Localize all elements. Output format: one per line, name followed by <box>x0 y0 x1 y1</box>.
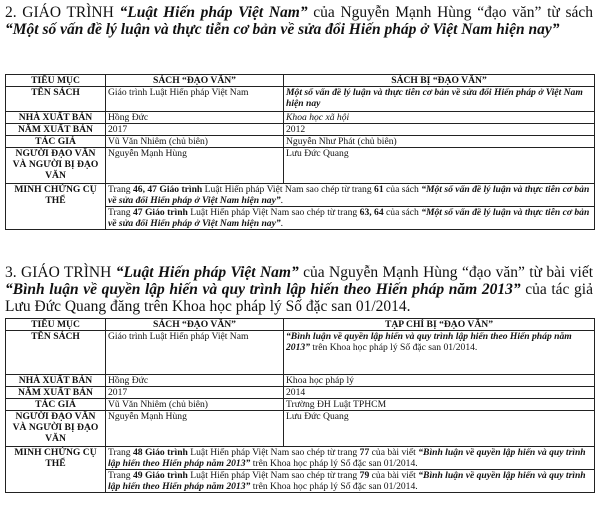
cell-plagiarizing: Vũ Văn Nhiêm (chủ biên) <box>106 399 284 411</box>
evidence-text: của sách <box>383 184 422 195</box>
row-label: TÁC GIẢ <box>6 399 106 411</box>
title-text: của Nguyễn Mạnh Hùng “đạo văn” từ bài viết <box>298 264 594 281</box>
section-3-title <box>5 264 593 315</box>
cell-plagiarized: 2012 <box>284 124 595 136</box>
cell-plagiarizing: Nguyễn Mạnh Hùng <box>106 148 284 184</box>
evidence-cell <box>106 207 595 230</box>
evidence-source-title: “Một số vấn đề lý luận và thực tiễn cơ bản về sửa đổi Hiến pháp ở Việt Nam hiện nay” <box>108 207 590 229</box>
table-header-row <box>6 75 595 87</box>
evidence-row <box>6 447 595 470</box>
title-text: của tác giả Lưu Đức Quang đăng trên Khoa học pháp lý Số đặc san 01/2014. <box>5 281 593 315</box>
table-row <box>6 411 595 447</box>
evidence-text: Trang <box>108 470 133 481</box>
evidence-source-title: “Bình luận về quyền lập hiến và quy trình lập hiến theo Hiến pháp năm 2013” <box>108 447 586 469</box>
title-book-name: “Luật Hiến pháp Việt Nam” <box>119 4 308 21</box>
cell-plagiarized: Lưu Đức Quang <box>284 148 595 184</box>
table-row <box>6 112 595 124</box>
evidence-source-title: “Một số vấn đề lý luận và thực tiễn cơ bản về sửa đổi Hiến pháp ở Việt Nam hiện nay” <box>108 184 590 206</box>
article-title: “Bình luận về quyền lập hiến và quy trình lập hiến theo Hiến pháp năm 2013” <box>286 331 572 353</box>
cell-plagiarized: Khoa học pháp lý <box>284 375 595 387</box>
header-cell: TIÊU MỤC <box>6 319 106 331</box>
row-label: NGƯỜI ĐẠO VĂN VÀ NGƯỜI BỊ ĐẠO VĂN <box>6 148 106 184</box>
row-label: MINH CHỨNG CỤ THỂ <box>6 184 106 230</box>
cell-plagiarized <box>284 331 595 375</box>
evidence-text: . <box>280 195 284 206</box>
evidence-page: 47 Giáo trình <box>132 207 188 218</box>
comparison-table-3 <box>5 318 595 493</box>
table-row <box>6 331 595 375</box>
table-row <box>6 124 595 136</box>
row-label: NHÀ XUẤT BẢN <box>6 112 106 124</box>
cell-plagiarized: Lưu Đức Quang <box>284 411 595 447</box>
header-cell: SÁCH “ĐẠO VĂN” <box>106 319 284 331</box>
row-label: NHÀ XUẤT BẢN <box>6 375 106 387</box>
cell-plagiarizing: Hồng Đức <box>106 375 284 387</box>
evidence-text: Luật Hiến pháp Việt Nam sao chép từ trang <box>187 207 360 218</box>
table-row <box>6 136 595 148</box>
cell-plagiarizing: 2017 <box>106 387 284 399</box>
cell-plagiarized: 2014 <box>284 387 595 399</box>
cell-plagiarizing: Giáo trình Luật Hiến pháp Việt Nam <box>106 331 284 375</box>
evidence-text: Luật Hiến pháp Việt Nam sao chép từ trang <box>187 447 360 458</box>
article-source: trên Khoa học pháp lý Số đặc san 01/2014. <box>309 342 478 353</box>
title-text: 3. GIÁO TRÌNH <box>5 264 116 281</box>
evidence-text: trên Khoa học pháp lý Số đặc san 01/2014. <box>250 481 418 492</box>
cell-plagiarized: Một số vấn đề lý luận và thực tiễn cơ bản về sửa đổi Hiến pháp ở Việt Nam hiện nay <box>284 87 595 112</box>
comparison-table-2 <box>5 74 595 230</box>
cell-plagiarizing: Hồng Đức <box>106 112 284 124</box>
header-cell: SÁCH BỊ “ĐẠO VĂN” <box>284 75 595 87</box>
table-row <box>6 387 595 399</box>
evidence-cell <box>106 470 595 493</box>
evidence-text: . <box>280 218 284 229</box>
row-label: TÁC GIẢ <box>6 136 106 148</box>
cell-plagiarized: Khoa học xã hội <box>284 112 595 124</box>
evidence-text: Trang <box>108 207 133 218</box>
header-cell: TẠP CHÍ BỊ “ĐẠO VĂN” <box>284 319 595 331</box>
evidence-text: Trang <box>108 184 133 195</box>
evidence-source-page: 77 <box>359 447 370 458</box>
evidence-page: 46, 47 Giáo trình <box>132 184 203 195</box>
title-source-name: “Bình luận về quyền lập hiến và quy trình lập hiến theo Hiến pháp năm 2013” <box>5 281 521 298</box>
evidence-row <box>6 184 595 207</box>
evidence-source-page: 61 <box>374 184 384 195</box>
evidence-text: của sách <box>383 207 422 218</box>
evidence-page: 49 Giáo trình <box>132 470 188 481</box>
title-text: của Nguyễn Mạnh Hùng “đạo văn” từ sách <box>307 4 593 21</box>
table-row <box>6 399 595 411</box>
row-label: TÊN SÁCH <box>6 331 106 375</box>
evidence-source-page: 63, 64 <box>359 207 384 218</box>
cell-plagiarized: Nguyễn Như Phát (chủ biên) <box>284 136 595 148</box>
evidence-cell <box>106 184 595 207</box>
header-cell: SÁCH “ĐẠO VĂN” <box>106 75 284 87</box>
evidence-text: Trang <box>108 447 133 458</box>
cell-plagiarizing: Giáo trình Luật Hiến pháp Việt Nam <box>106 87 284 112</box>
row-label: TÊN SÁCH <box>6 87 106 112</box>
title-text: 2. GIÁO TRÌNH <box>5 4 120 21</box>
evidence-cell <box>106 447 595 470</box>
cell-plagiarized: Trường ĐH Luật TPHCM <box>284 399 595 411</box>
header-cell: TIÊU MỤC <box>6 75 106 87</box>
evidence-text: Luật Hiến pháp Việt Nam sao chép từ trang <box>202 184 375 195</box>
evidence-text: của bài viết <box>369 447 419 458</box>
cell-plagiarizing: Nguyễn Mạnh Hùng <box>106 411 284 447</box>
row-label: MINH CHỨNG CỤ THỂ <box>6 447 106 493</box>
evidence-text: Luật Hiến pháp Việt Nam sao chép từ trang <box>187 470 360 481</box>
table-row <box>6 375 595 387</box>
evidence-source-title: “Bình luận về quyền lập hiến và quy trình lập hiến theo Hiến pháp năm 2013” <box>108 470 586 492</box>
cell-plagiarizing: 2017 <box>106 124 284 136</box>
table-row <box>6 148 595 184</box>
evidence-source-page: 79 <box>359 470 370 481</box>
evidence-text: trên Khoa học pháp lý Số đặc san 01/2014. <box>250 458 418 469</box>
title-source-name: “Một số vấn đề lý luận và thực tiễn cơ bản về sửa đổi Hiến pháp ở Việt Nam hiện nay” <box>5 21 560 38</box>
table-header-row <box>6 319 595 331</box>
cell-plagiarizing: Vũ Văn Nhiêm (chủ biên) <box>106 136 284 148</box>
row-label: NGƯỜI ĐẠO VĂN VÀ NGƯỜI BỊ ĐẠO VĂN <box>6 411 106 447</box>
row-label: NĂM XUẤT BẢN <box>6 124 106 136</box>
title-book-name: “Luật Hiến pháp Việt Nam” <box>115 264 299 281</box>
evidence-text: của bài viết <box>369 470 419 481</box>
table-row <box>6 87 595 112</box>
row-label: NĂM XUẤT BẢN <box>6 387 106 399</box>
evidence-page: 48 Giáo trình <box>132 447 188 458</box>
section-2-title <box>5 4 593 38</box>
